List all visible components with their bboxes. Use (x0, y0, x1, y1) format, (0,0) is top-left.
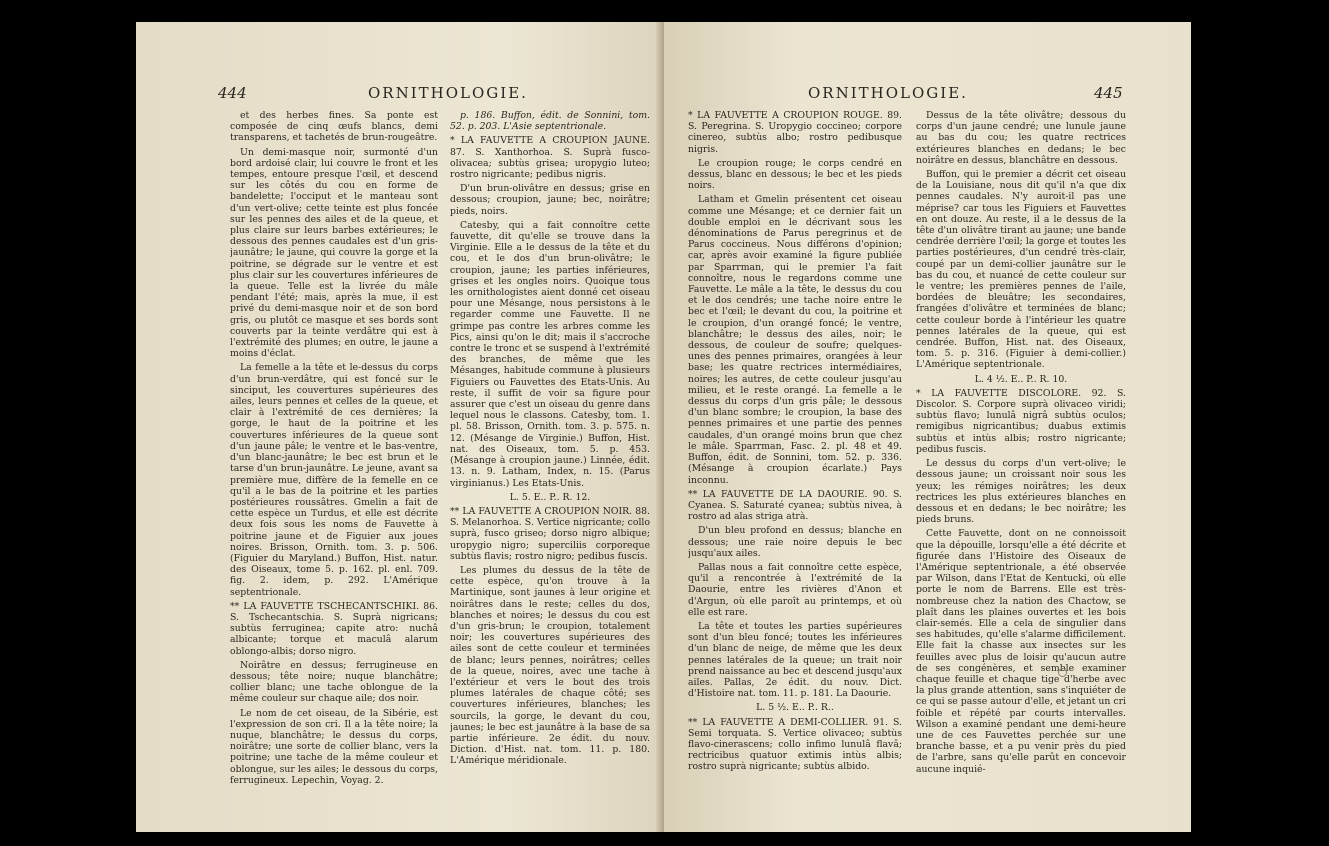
left-running-header: ORNITHOLOGIE. (368, 84, 528, 102)
species-entry-heading: ** LA FAUVETTE DE LA DAOURIE. 90. S. Cyanea. S. Saturaté cyanea; subtùs nivea, à rostro ad alas striga atrà. (688, 488, 902, 523)
paragraph: Cette Fauvette, dont on ne connoissoit que la dépouille, lorsqu'elle a été décrite et figurée dans l'Histoire des Oiseaux de l'Amérique septentrionale, a été observée par Wilson, dans l'Etat de Kentucki, où elle porte le nom de Barrens. Elle est très-nombreuse chez la nation des Chactow, se plaît dans les plaines ouvertes et les bois clair-semés. Elle a cela de singulier dans ses habitudes, qu'elle s'alarme difficilement. Elle fait la chasse aux insectes sur les feuilles avec plus de loisir qu'aucun autre de ses congénères, et semble examiner chaque feuille et chaque tige d'herbe avec la plus grande attention, sans s'inquiéter de ce qui se passe autour d'elle, et jetant un cri foible et répété par courts intervalles. Wilson a examiné pendant une demi-heure une de ces Fauvettes perchée sur une branche basse, et a pu venir près du pied de l'arbre, sans qu'elle parût en concevoir aucune inquié- (916, 528, 1126, 775)
paragraph: Un demi-masque noir, surmonté d'un bord ardoisé clair, lui couvre le front et les tempes, entoure presque l'œil, et descend sur les côtés du cou en forme de bandelette; l'occiput et le manteau sont d'un vert-olive; cette teinte est plus foncée sur les pennes des ailes et de la queue, et plus claire sur leurs barbes extérieures; le dessous des pennes caudales est d'un gris-jaunâtre; le jaune, qui couvre la gorge et la poitrine, se dégrade sur le ventre et est plus clair sur les couvertures inférieures de la queue. Telle est la livrée du mâle pendant l'été; mais, après la mue, il est privé du demi-masque noir et de son bord gris, ou plutôt ce masque et ses bords sont couverts par la teinte verdâtre qui est à l'extrémité des plumes; en outre, le jaune a moins d'éclat. (230, 146, 438, 360)
right-column-2 (916, 110, 1126, 810)
left-page (136, 22, 664, 832)
paragraph: et des herbes fines. Sa ponte est composée de cinq œufs blancs, demi transparens, et tachetés de brun-rougeâtre. (230, 110, 438, 144)
paragraph: La tête et toutes les parties supérieures sont d'un bleu foncé; toutes les inférieures d'un blanc de neige, de même que les deux pennes latérales de la queue; un trait noir prend naissance au bec et descend jusqu'aux ailes. Pallas, 2e édit. du nouv. Dict. d'Histoire nat. tom. 11. p. 181. La Daourie. (688, 620, 902, 700)
right-page-number: 445 (1094, 84, 1123, 102)
paragraph: Le croupion rouge; le corps cendré en dessus, blanc en dessous; le bec et les pieds noirs. (688, 157, 902, 192)
paragraph: p. 186. Buffon, édit. de Sonnini, tom. 52. p. 203. L'Asie septentrionale. (450, 110, 650, 133)
paragraph: Noirâtre en dessus; ferrugineuse en dessous; tête noire; nuque blanchâtre; collier blanc; une tache oblongue de la même couleur sur chaque aile; dos noir. (230, 659, 438, 705)
left-column-1 (230, 110, 438, 810)
left-column-2 (450, 110, 650, 810)
right-page (664, 22, 1191, 832)
book-spread (136, 22, 1191, 832)
paragraph: Pallas nous a fait connoître cette espèce, qu'il a rencontrée à l'extrémité de la Daourie, entre les rivières d'Anon et d'Argun, où elle paroît au printemps, et où elle est rare. (688, 561, 902, 618)
paragraph: La femelle a la tête et le-dessus du corps d'un brun-verdâtre, qui est foncé sur le sinciput, les couvertures supérieures des ailes, leurs pennes et celles de la queue, et clair à l'extrémité de ces dernières; la gorge, le haut de la poitrine et les couvertures inférieures de la queue sont d'un jaune pâle; le ventre et le bas-ventre, d'un blanc-jaunâtre; le bec est brun et le tarse d'un brun-jaunâtre. Le jeune, avant sa première mue, diffère de la femelle en ce qu'il a le bas de la poitrine et les parties postérieures roussâtres. Gmelin a fait de cette espèce un Turdus, et elle est décrite deux fois sous les noms de Fauvette à poitrine jaune et de Figuier aux joues noires. Brisson, Ornith. tom. 3. p. 506. (Figuier du Maryland.) Buffon, Hist. natur. des Oiseaux, tome 5. p. 162. pl. enl. 709. fig. 2. idem, p. 292. L'Amérique septentrionale. (230, 362, 438, 598)
paragraph: Buffon, qui le premier a décrit cet oiseau de la Louisiane, nous dit qu'il n'a que dix pennes caudales. N'y auroit-il pas une méprise? car tous les Figuiers et Fauvettes en ont douze. Au reste, il a le dessus de la tête d'un olivâtre tirant au jaune; une bande cendrée derrière l'œil; la gorge et toutes les parties postérieures, d'un cendré très-clair, coupé par un demi-collier jaunâtre sur le bas du cou, et nuancé de cette couleur sur le ventre; les premières pennes de l'aile, bordées de bleuâtre; les secondaires, frangées d'olivâtre et terminées de blanc; cette couleur borde à l'intérieur les quatre pennes latérales de la queue, qui est cendrée. Buffon, Hist. nat. des Oiseaux, tom. 5. p. 316. (Figuier à demi-collier.) L'Amérique septentrionale. (916, 169, 1126, 371)
page-hole-mark (1058, 668, 1067, 677)
paragraph: Le nom de cet oiseau, de la Sibérie, est l'expression de son cri. Il a la tête noire; la nuque, blanchâtre; le dessus du corps, noirâtre; une sorte de collier blanc, vers la poitrine; une tache de la même couleur et oblongue, sur les ailes; le dessous du corps, ferrugineux. Lepechin, Voyag. 2. (230, 707, 438, 786)
paragraph: Catesby, qui a fait connoître cette fauvette, dit qu'elle se trouve dans la Virginie. Elle a le dessus de la tête et du cou, et le dos d'un brun-olivâtre; le croupion, jaune; les parties inférieures, grises et les ongles noirs. Quoique tous les ornithologistes aient donné cet oiseau pour une Mésange, nous persistons à le regarder comme une Fauvette. Il ne grimpe pas contre les arbres comme les Pics, ainsi qu'on le dit; mais il s'accroche contre le tronc et se suspend à l'extrémité des branches, de même que les Mésanges, habitude commune à plusieurs Figuiers ou Fauvettes des Etats-Unis. Au reste, il suffit de voir sa figure pour assurer que c'est un oiseau du genre dans lequel nous le classons. Catesby, tom. 1. pl. 58. Brisson, Ornith. tom. 3. p. 575. n. 12. (Mésange de Virginie.) Buffon, Hist. nat. des Oiseaux, tom. 5. p. 453. (Mésange à croupion jaune.) Linnée, édit. 13. n. 9. Latham, Index, n. 15. (Parus virginianus.) Les Etats-Unis. (450, 219, 650, 489)
measurement-line: L. 5 ½. E.. P.. R.. (756, 702, 834, 714)
paragraph: D'un bleu profond en dessus; blanche en dessous; une raie noire depuis le bec jusqu'aux ailes. (688, 525, 902, 559)
species-entry-heading: ** LA FAUVETTE TSCHECANTSCHIKI. 86. S. Tschecantschia. S. Suprà nigricans; subtùs ferruginea; capite atro: nuchâ albicante; torque et maculâ alarum oblongo-albis; dorso nigro. (230, 600, 438, 657)
right-running-header: ORNITHOLOGIE. (808, 84, 968, 102)
paragraph: Le dessus du corps d'un vert-olive; le dessous jaune; un croissant noir sous les yeux; les rémiges noirâtres; les deux rectrices les plus extérieures blanches en dessous et en dedans; le bec noirâtre; les pieds bruns. (916, 458, 1126, 526)
measurement-line: L. 5. E.. P.. R. 12. (509, 491, 591, 503)
species-entry-heading: * LA FAUVETTE A CROUPION JAUNE. 87. S. Xanthorhoa. S. Suprà fusco-olivacea; subtùs grisea; uropygio luteo; rostro nigricante; pedibus nigris. (450, 135, 650, 181)
species-entry-heading: ** LA FAUVETTE A DEMI-COLLIER. 91. S. Semi torquata. S. Vertice olivaceo; subtùs flavo-cinerascens; collo infimo lunulâ flavâ; rectricibus quatuor extimis intùs albis; rostro suprà nigricante; subtùs albido. (688, 716, 902, 773)
species-entry-heading: * LA FAUVETTE A CROUPION ROUGE. 89. S. Peregrina. S. Uropygio coccineo; corpore cinereo, subtùs albo; rostro pedibusque nigris. (688, 110, 902, 155)
paragraph: Latham et Gmelin présentent cet oiseau comme une Mésange; et ce dernier fait un double emploi en le décrivant sous les dénominations de Parus peregrinus et de Parus coccineus. Nous différons d'opinion; car, après avoir examiné la figure publiée par Sparrman, qui le premier l'a fait connoître, nous le regardons comme une Fauvette. Le mâle a la tête, le dessus du cou et le dos cendrés; une tache noire entre le bec et l'œil; le devant du cou, la poitrine et le croupion, d'un orangé foncé; le ventre, blanchâtre; le dessus des ailes, noir; le dessous, de couleur de soufre; quelques-unes des pennes primaires, orangées à leur base; les quatre rectrices intermédiaires, noires; les autres, de cette couleur jusqu'au milieu, et le reste orangé. La femelle a le dessus du corps d'un gris pâle; le dessous d'un blanc sombre; le croupion, la base des pennes primaires et une partie des pennes caudales, d'un orangé moins brun que chez le mâle. Sparrman, Fasc. 2. pl. 48 et 49. Buffon, édit. de Sonnini, tom. 52. p. 336. (Mésange à croupion écarlate.) Pays inconnu. (688, 194, 902, 486)
paragraph: Dessus de la tête olivâtre; dessous du corps d'un jaune cendré; une lunule jaune au bas du cou; les quatre rectrices extérieures blanches en dedans; le bec noirâtre en dessus, blanchâtre en dessous. (916, 110, 1126, 166)
paragraph: Les plumes du dessus de la tête de cette espèce, qu'on trouve à la Martinique, sont jaunes à leur origine et noirâtres dans le reste; celles du dos, blanches et noires; le dessus du cou est d'un gris-brun; le croupion, totalement noir; les couvertures supérieures des ailes sont de cette couleur et terminées de blanc; leurs pennes, noirâtres; celles de la queue, noires, avec une tache à l'extérieur et vers le bout des trois plumes latérales de chaque côté; ses couvertures inférieures, blanches; les sourcils, la gorge, le devant du cou, jaunes; le bec est jaunâtre à la base de sa partie inférieure. 2e édit. du nouv. Diction. d'Hist. nat. tom. 11. p. 180. L'Amérique méridionale. (450, 564, 650, 767)
left-page-number: 444 (218, 84, 247, 102)
paragraph: D'un brun-olivâtre en dessus; grise en dessous; croupion, jaune; bec, noirâtre; pieds, noirs. (450, 183, 650, 217)
right-column-1 (688, 110, 902, 810)
measurement-line: L. 4 ½. E.. P.. R. 10. (974, 373, 1068, 385)
species-entry-heading: ** LA FAUVETTE A CROUPION NOIR. 88. S. Melanorhoa. S. Vertice nigricante; collo suprà, fusco griseo; dorso nigro albique; uropygio nigro; superciliis corporeque subtùs flavis; rostro nigro; pedibus fuscis. (450, 505, 650, 562)
species-entry-heading: * LA FAUVETTE DISCOLORE. 92. S. Discolor. S. Corpore suprà olivaceo viridi; subtùs flavo; lunulâ nigrâ subtùs oculos; remigibus nigricantibus; duabus extimis subtùs et intùs albis; rostro nigricante; pedibus fuscis. (916, 387, 1126, 455)
